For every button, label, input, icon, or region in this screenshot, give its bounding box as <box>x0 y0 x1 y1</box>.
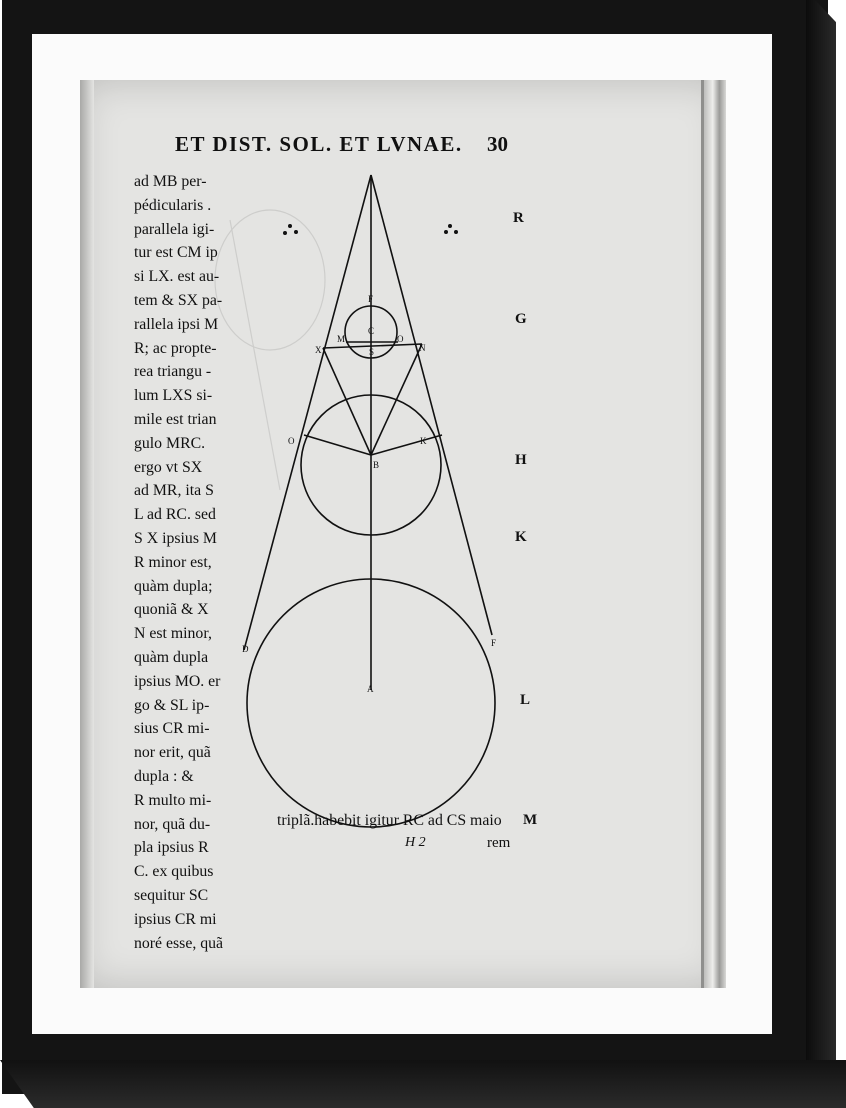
text-line: ipsius MO. er <box>134 672 221 690</box>
geometric-diagram <box>80 80 726 988</box>
label-M: M <box>337 334 346 344</box>
text-line: ad MR, ita S <box>134 482 214 500</box>
text-line: S X ipsius M <box>134 529 217 547</box>
text-line: nor, quã du- <box>134 815 211 833</box>
label-X: X <box>315 345 322 355</box>
text-line: sequitur SC <box>134 886 209 904</box>
text-line: N est minor, <box>134 625 212 643</box>
radius-line-right <box>371 344 422 455</box>
label-K: K <box>420 436 427 446</box>
text-line: noré esse, quã <box>134 934 224 952</box>
text-line: rallela ipsi M <box>134 315 219 333</box>
text-line: lum LXS si- <box>134 387 213 405</box>
catchword: rem <box>487 835 511 851</box>
margin-letter: K <box>515 529 527 545</box>
text-line: quoniã & X <box>134 601 209 619</box>
text-line: gulo MRC. <box>134 434 206 452</box>
margin-letter: M <box>523 812 538 828</box>
text-line: ergo vt SX <box>134 458 203 476</box>
text-line: R minor est, <box>134 553 212 571</box>
label-N: N <box>419 343 426 353</box>
text-line: tur est CM ip <box>134 244 218 262</box>
margin-letter: R <box>513 210 524 226</box>
text-line: R multo mi- <box>134 791 212 809</box>
tangent-line-left <box>304 435 371 455</box>
signature-mark: H 2 <box>405 835 426 850</box>
cone-figure <box>244 175 495 827</box>
text-line: nor erit, quã <box>134 744 211 762</box>
text-line: parallela igi- <box>134 220 215 238</box>
label-F: F <box>491 638 497 648</box>
running-header: ET DIST. SOL. ET LVNAE. <box>175 132 463 156</box>
margin-letter: H <box>515 452 527 468</box>
text-line: si LX. est au- <box>134 268 220 286</box>
frame-side-right <box>806 0 836 1108</box>
book-page <box>80 80 726 988</box>
text-line: pla ipsius R <box>134 839 209 857</box>
text-line: quàm dupla <box>134 648 209 666</box>
text-line: go & SL ip- <box>134 696 210 714</box>
text-line: ad MB per- <box>134 173 207 190</box>
text-line: C. ex quibus <box>134 863 214 881</box>
label-F: F <box>368 294 374 304</box>
margin-letter: G <box>515 311 527 327</box>
text-line: dupla : & <box>134 767 194 785</box>
label-A: A <box>367 684 374 694</box>
bleed-through-figure <box>215 210 325 490</box>
text-line: quàm dupla; <box>134 577 213 595</box>
text-line: tem & SX pa- <box>134 291 223 309</box>
page-number: 30 <box>487 132 508 156</box>
text-line: sius CR mi- <box>134 720 210 738</box>
text-line: L ad RC. sed <box>134 506 216 524</box>
label-O: O <box>397 334 404 344</box>
text-line: pédicularis . <box>134 196 212 214</box>
label-C: C <box>368 326 375 336</box>
radius-line-left <box>323 348 371 455</box>
cone-right-line <box>371 175 492 635</box>
text-line: ipsius CR mi <box>134 910 217 928</box>
label-B: B <box>373 460 380 470</box>
text-line-continuation: triplã.habebit igitur RC ad CS maio <box>277 812 502 829</box>
label-D: D <box>242 644 249 654</box>
label-O: O <box>288 436 295 446</box>
label-S: S <box>369 347 375 357</box>
text-line: rea triangu - <box>134 363 212 381</box>
text-line: mile est trian <box>134 410 217 428</box>
tangent-line-right <box>371 435 442 455</box>
text-line: R; ac propte- <box>134 339 217 357</box>
margin-letter: L <box>520 692 531 708</box>
frame-side-bottom <box>0 1060 846 1108</box>
